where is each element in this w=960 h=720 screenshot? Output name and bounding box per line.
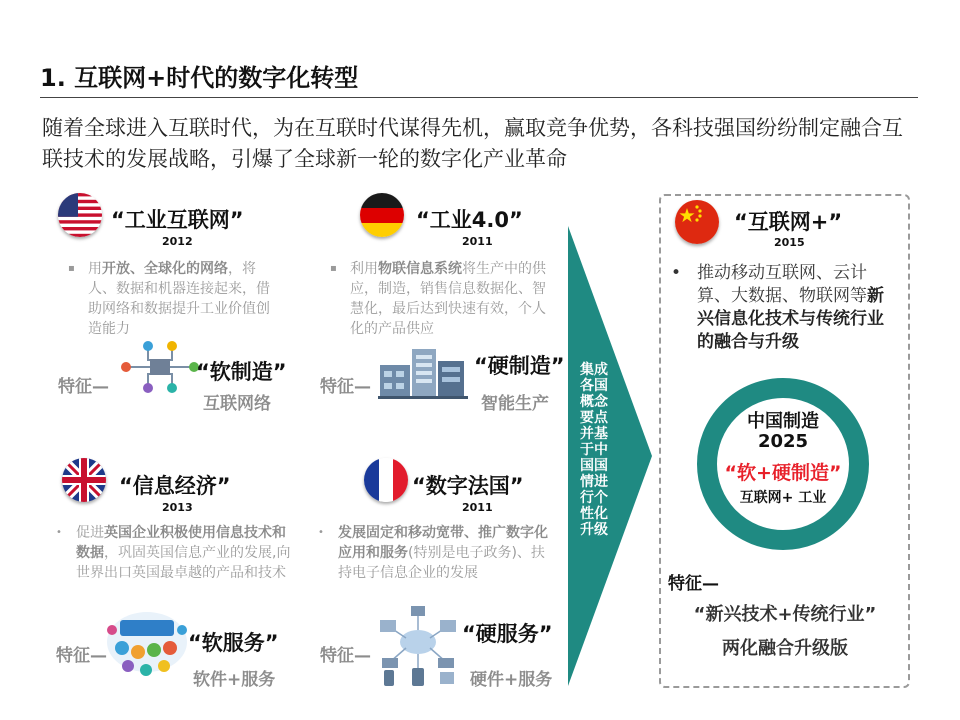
usa-feature-sub: 互联网络 <box>203 394 271 414</box>
germany-feature-name: “硬制造” <box>474 354 565 378</box>
china-year: 2015 <box>774 236 805 249</box>
france-feature-name: “硬服务” <box>462 622 553 646</box>
usa-flag-icon <box>58 193 102 237</box>
bullet-icon: • <box>318 527 324 538</box>
china-strategy-title: “互联网+” <box>734 210 843 234</box>
germany-year: 2011 <box>462 235 493 248</box>
uk-feature-name: “软服务” <box>188 631 279 655</box>
uk-strategy-title: “信息经济” <box>119 474 231 498</box>
uk-flag-icon <box>62 458 106 502</box>
devices-icon <box>378 606 458 692</box>
cloud-apps-icon <box>102 604 192 690</box>
ring-highlight: “软+硬制造” <box>724 462 842 484</box>
network-icon <box>118 338 202 400</box>
germany-description: ▪ 利用物联信息系统将生产中的供应，制造，销售信息数据化、智慧化，最后达到快速有效，个人化的产品供应 <box>330 261 546 337</box>
france-flag-icon <box>364 458 408 502</box>
germany-feature-sub: 智能生产 <box>481 394 549 414</box>
ring-title: 中国制造 <box>747 411 819 432</box>
china-feature-line1: “新兴技术+传统行业” <box>693 604 877 625</box>
bullet-icon: • <box>56 527 62 538</box>
germany-flag-icon <box>360 193 404 237</box>
france-feature-sub: 硬件+服务 <box>470 670 553 690</box>
arrow-caption: 集成各国概念要点并基于中国国情进行个性化升级 <box>580 362 608 538</box>
factory-icon <box>378 343 468 403</box>
china-flag-icon <box>675 200 719 244</box>
china-description: • 推动移动互联网、云计算、大数据、物联网等新兴信息化技术与传统行业的融合与升级 <box>671 263 884 352</box>
france-feature-label: 特征— <box>320 646 371 666</box>
bullet-icon: ▪ <box>68 263 75 274</box>
bullet-icon: ▪ <box>330 263 337 274</box>
usa-description: ▪ 用开放、全球化的网络，将人、数据和机器连接起来，借助网络和数据提升工业价值创造能力 <box>68 261 270 337</box>
ring-year: 2025 <box>757 431 809 452</box>
france-description: • 发展固定和移动宽带、推广数字化应用和服务(特别是电子政务)、扶持电子信息企业的发展 <box>318 525 548 581</box>
china-feature-label: 特征— <box>668 574 719 594</box>
china-feature-line2: 两化融合升级版 <box>722 638 848 659</box>
france-year: 2011 <box>462 501 493 514</box>
title-divider <box>40 97 918 98</box>
uk-year: 2013 <box>162 501 193 514</box>
uk-feature-label: 特征— <box>56 646 107 666</box>
page-title: 1. 互联网+时代的数字化转型 <box>40 64 359 92</box>
germany-strategy-title: “工业4.0” <box>416 208 523 232</box>
bullet-icon: • <box>671 263 682 283</box>
germany-feature-label: 特征— <box>320 377 371 397</box>
ring-subtitle: 互联网+ 工业 <box>739 490 827 506</box>
france-strategy-title: “数字法国” <box>412 474 524 498</box>
usa-strategy-title: “工业互联网” <box>111 208 244 232</box>
usa-feature-name: “软制造” <box>196 360 287 384</box>
uk-feature-sub: 软件+服务 <box>193 670 276 690</box>
intro-paragraph: 随着全球进入互联时代，为在互联时代谋得先机，赢取竞争优势，各科技强国纷纷制定融合互联技术的发展战略，引爆了全球新一轮的数字化产业革命 <box>42 116 903 171</box>
usa-year: 2012 <box>162 235 193 248</box>
usa-feature-label: 特征— <box>58 377 109 397</box>
uk-description: • 促进英国企业积极使用信息技术和数据，巩固英国信息产业的发展,向世界出口英国最卓越的产品和技术 <box>56 525 291 581</box>
